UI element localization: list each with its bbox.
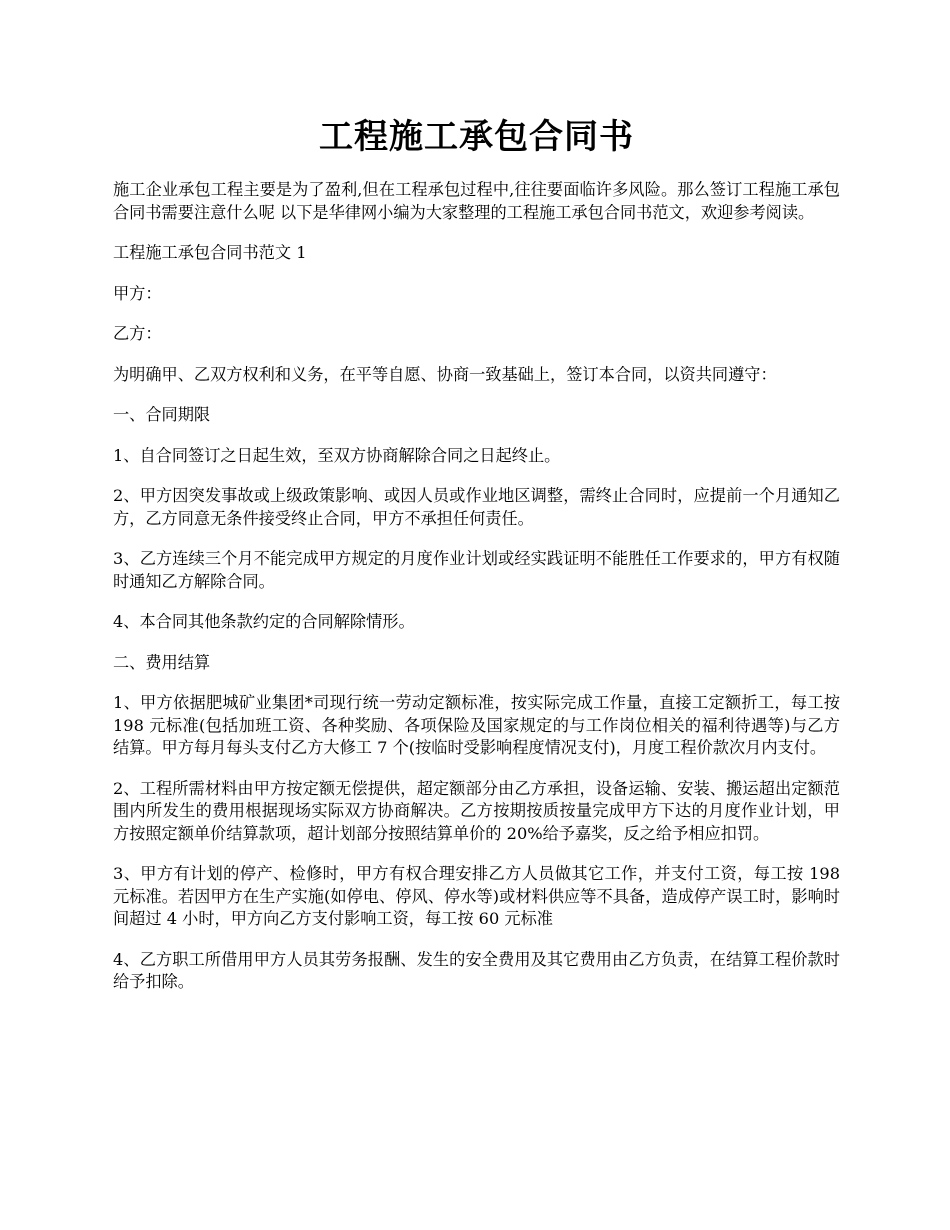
- sample-heading: 工程施工承包合同书范文 1: [113, 243, 307, 262]
- clause-2-1: 1、甲方依据肥城矿业集团*司现行统一劳动定额标准，按实际完成工作量，直接工定额折工，每工按 198 元标准(包括加班工资、各种奖励、各项保险及国家规定的与工作岗位相关的福利待遇等)与乙方结算。甲方每月每头支付乙方大修工 7 个(按临时受影响程度情况支付)，月度工程价款次月内支付。: [113, 693, 840, 757]
- document-title: 工程施工承包合同书: [319, 117, 634, 157]
- intro-paragraph: 施工企业承包工程主要是为了盈利,但在工程承包过程中,往往要面临许多风险。那么签订工程施工承包合同书需要注意什么呢 以下是华律网小编为大家整理的工程施工承包合同书范文，欢迎参考阅读。: [113, 180, 840, 222]
- document-body: [113, 179, 840, 994]
- clause-2-4: 4、乙方职工所借用甲方人员其劳务报酬、发生的安全费用及其它费用由乙方负责，在结算工程价款时给予扣除。: [113, 949, 840, 991]
- clause-1-1: 1、自合同签订之日起生效，至双方协商解除合同之日起终止。: [113, 445, 561, 465]
- party-b-line: 乙方：: [113, 324, 162, 343]
- section-heading-settlement: 二、费用结算: [113, 652, 211, 672]
- document-page: [113, 0, 840, 1012]
- clause-1-4: 4、本合同其他条款约定的合同解除情形。: [113, 612, 415, 631]
- clause-2-3: 3、甲方有计划的停产、检修时，甲方有权合理安排乙方人员做其它工作，并支付工资，每工按 198 元标准。若因甲方在生产实施(如停电、停风、停水等)或材料供应等不具备，造成停产误工时，影响时间超过 4 小时，甲方向乙方支付影响工资，每工按 60 元标准: [113, 864, 840, 928]
- preamble-paragraph: 为明确甲、乙双方权利和义务，在平等自愿、协商一致基础上，签订本合同，以资共同遵守：: [113, 364, 777, 384]
- section-heading-term: 一、合同期限: [113, 405, 211, 424]
- clause-2-2: 2、工程所需材料由甲方按定额无偿提供，超定额部分由乙方承担，设备运输、安装、搬运超出定额范围内所发生的费用根据现场实际双方协商解决。乙方按期按质按量完成甲方下达的月度作业计划，甲方按照定额单价结算款项，超计划部分按照结算单价的 20%给予嘉奖，反之给予相应扣罚。: [113, 778, 840, 843]
- clause-1-3: 3、乙方连续三个月不能完成甲方规定的月度作业计划或经实践证明不能胜任工作要求的，甲方有权随时通知乙方解除合同。: [113, 549, 840, 591]
- party-a-line: 甲方：: [113, 283, 162, 303]
- clause-1-2: 2、甲方因突发事故或上级政策影响、或因人员或作业地区调整，需终止合同时，应提前一个月通知乙方，乙方同意无条件接受终止合同，甲方不承担任何责任。: [113, 486, 840, 528]
